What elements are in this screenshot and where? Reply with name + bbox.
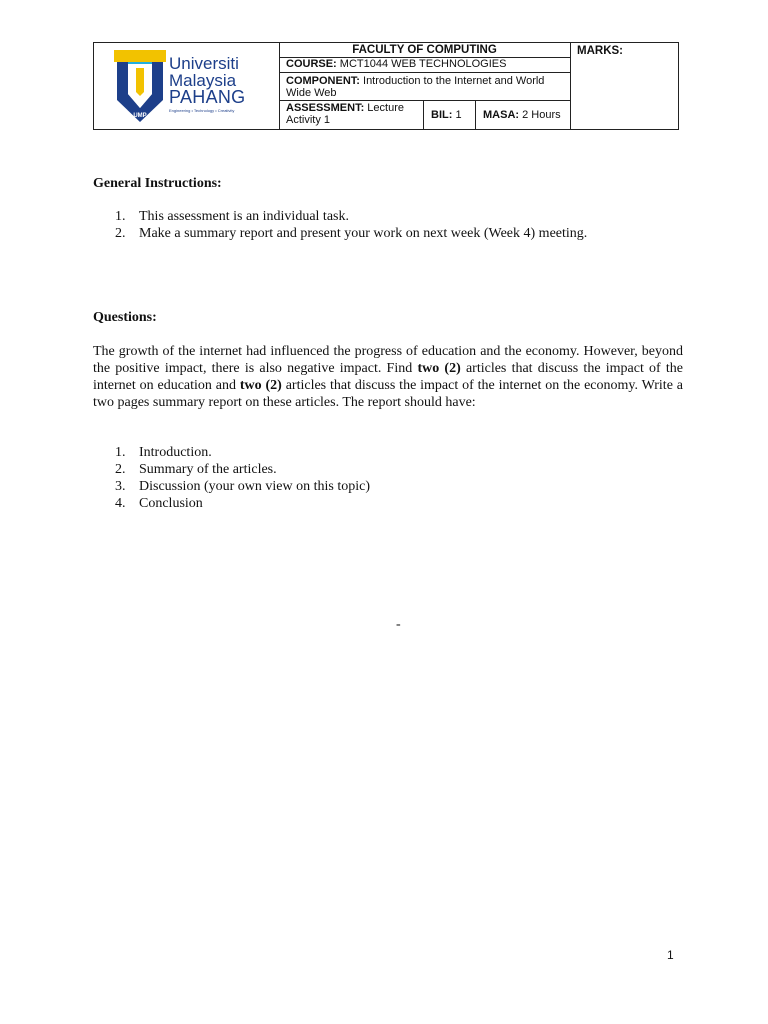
list-number: 2. — [115, 462, 126, 477]
component-label: COMPONENT: — [286, 75, 360, 87]
list-number: 1. — [115, 209, 126, 224]
list-item — [93, 478, 683, 495]
masa-value: 2 Hours — [519, 109, 561, 121]
ump-shield-logo — [114, 50, 166, 124]
header-table — [93, 42, 679, 130]
assessment-value: Lecture Activity 1 — [286, 102, 404, 126]
list-text: Make a summary report and present your work on next week (Week 4) meeting. — [139, 226, 588, 241]
list-number: 3. — [115, 479, 126, 494]
logo-badge: UMP — [133, 113, 147, 119]
logo-cell — [94, 43, 280, 129]
course-label: COURSE: — [286, 58, 337, 70]
list-item — [93, 225, 683, 242]
general-instructions-section — [93, 175, 683, 192]
list-number: 1. — [115, 445, 126, 460]
general-instructions-list — [93, 208, 683, 242]
marks-cell: MARKS: — [577, 45, 623, 57]
list-text: This assessment is an individual task. — [139, 209, 349, 224]
logo-line-1: Universiti — [169, 54, 239, 73]
list-item — [93, 208, 683, 225]
center-dash: - — [396, 617, 401, 632]
logo-line-2: Malaysia — [169, 71, 237, 90]
questions-paragraph — [93, 343, 683, 411]
bil-cell — [424, 101, 476, 129]
bil-value: 1 — [452, 109, 462, 121]
list-number: 2. — [115, 226, 126, 241]
course-row — [279, 58, 571, 73]
list-text: Conclusion — [139, 496, 203, 511]
list-text: Summary of the articles. — [139, 462, 277, 477]
component-value: Introduction to the Internet and World Wide Web — [286, 75, 545, 99]
paragraph-text-2: articles that discuss the impact of the internet on education and — [93, 361, 684, 393]
logo-tagline: Engineering • Technology • Creativity — [169, 108, 235, 113]
list-number: 4. — [115, 496, 126, 511]
page-number: 1 — [667, 948, 674, 962]
questions-heading: Questions: — [93, 310, 157, 325]
bil-label: BIL: — [431, 109, 453, 121]
list-text: Introduction. — [139, 445, 212, 460]
course-value: MCT1044 WEB TECHNOLOGIES — [336, 58, 507, 70]
masa-cell — [476, 101, 571, 129]
logo-wordmark — [169, 55, 245, 114]
masa-label: MASA: — [483, 109, 520, 121]
assessment-cell — [279, 101, 424, 129]
questions-section — [93, 309, 683, 326]
paragraph-text-1: The growth of the internet had influenced the progress of education and the economy. However, beyond the positive impact, there is also negative impact. Find — [93, 344, 683, 376]
logo-line-3: PAHANG — [169, 87, 246, 107]
paragraph-bold-1: two (2) — [417, 361, 461, 376]
list-item — [93, 444, 683, 461]
list-text: Discussion (your own view on this topic) — [139, 479, 370, 494]
paragraph-text-3: articles that discuss the impact of the internet on the economy. Write a two pages summary report on these articles. The report should have: — [93, 378, 683, 410]
list-item — [93, 461, 683, 478]
component-row — [279, 73, 571, 101]
paragraph-bold-2: two (2) — [239, 378, 282, 393]
list-item — [93, 495, 683, 512]
assessment-label: ASSESSMENT: — [286, 102, 365, 114]
report-items-list — [93, 444, 683, 512]
faculty-title: FACULTY OF COMPUTING — [279, 43, 571, 58]
general-instructions-heading: General Instructions: — [93, 176, 222, 191]
